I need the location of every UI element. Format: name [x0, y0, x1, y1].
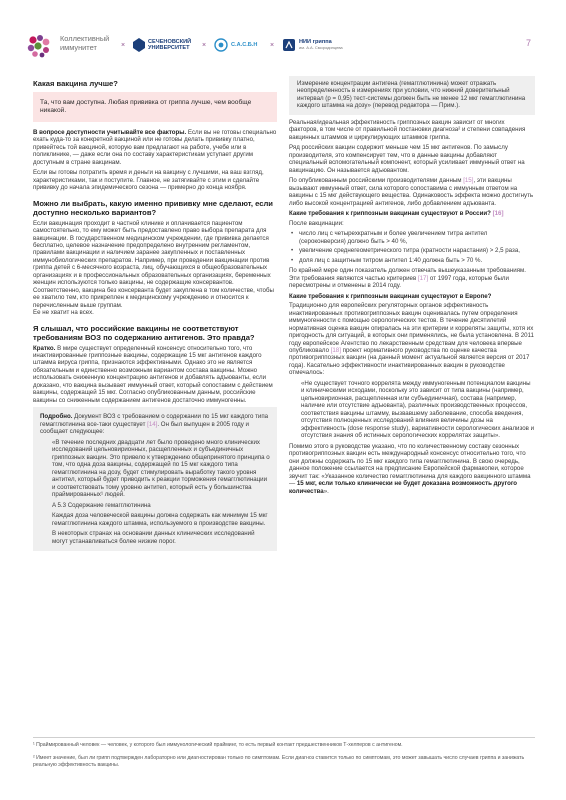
paragraph: По крайней мере один показатель должен отвечать вышеуказанным требованиям. Эти требования являются частью критериев [17] от 1997 года, которые были пересмотрены и отменены в 2014 году.	[289, 267, 526, 290]
quote-continuation-box	[289, 76, 535, 115]
paragraph: Если вакцинация проходит в частной клинике и оплачивается пациентом самостоятельно, то ему может быть предоставлено право выбора препарата для вакцинации. В государственном медицинском учреждении, где прививка делается бесплатно, целевое назначение предопределено внутренним регламентом, правилами вакцинации и наличием заранее закупленных и поставленных иммунобиологических препаратов. Например, при проведении вакцинации против гриппа детей с 6-месячного возраста, лиц, обучающихся в общеобразовательных организациях и в профессиональных образовательных организациях, беременных женщин используются только вакцины, не содержащие консервантов. Соответственно, вакцина без консерванта будет закуплена в том количестве, чтобы ее хватило тем, кто прикреплен к медицинскому учреждению и относится к перечисленным выше группам.	[33, 219, 274, 309]
reference-link[interactable]: [14]	[147, 420, 158, 428]
quote-paragraph: «Не существует точного коррелята между иммуногенным потенциалом вакцины и клиническими исходами, поскольку это зависит от типа вакцины (например, цельновирионная, расщепленная или субъединичная), состава (например, наличие или отсутствие адъюванта), различных производственных процессов, соответствия вакцины штамму, вызвавшему заболевание, способа введения, отсутствия полноценных исследований влияния величины дозы на эффективность (dose response study), вариативности серологических анализов и отсутствия знания об истинных серологических коррелятах защиты».	[301, 379, 535, 440]
footnotes	[33, 737, 535, 775]
paragraph: Ее не хватит на всех.	[33, 309, 94, 317]
university-emblem-icon	[133, 38, 145, 52]
list-item: • доля лиц с защитным титром антител 1:40 должна быть > 70 %.	[289, 257, 535, 264]
paragraph: Если вы готовы потратить время и деньги на вакцину с лучшими, на ваш взгляд, характеристиками, так и поступите. Главное, не затягивайте с этим и сделайте прививку до начала эпидемического сезона — примерно до конца ноября.	[33, 169, 264, 192]
reference-link[interactable]: [15]	[463, 177, 474, 185]
paragraph: Подробно. Документ ВОЗ с требованием о содержании по 15 мкг каждого типа гемагглютинина все-таки существует [14]. Он был выпущен в 2005 году и сообщает следующее:	[40, 413, 269, 436]
requirements-list	[289, 230, 535, 264]
subsection-heading: Какие требования к гриппозным вакцинам существуют в России? [16]	[289, 210, 504, 218]
page-header	[0, 0, 566, 62]
list-item: • число лиц с четырехкратным и более увеличением титра антител (сероконверсия) должно быть > 40 %,	[289, 230, 535, 245]
section-heading: Какая вакцина лучше?	[33, 79, 118, 88]
quote-paragraph: В некоторых странах на основании данных клинических исследований могут устанавливаться более низкие порог.	[52, 530, 255, 545]
partner-emblem-icon	[214, 38, 228, 52]
quote-paragraph: Измерение концентрации антигена (гемагглютинина) может отражать неопределенность в измерениях при условии, что нижний доверительный интервал (р = 0,95) тест-системы должен быть не менее 12 мкг гемагглютинина каждого штамма на дозу» (перевод редактора — Прим.).	[297, 80, 526, 110]
left-column	[33, 79, 277, 555]
footnote: ² Имеет значение, был ли грипп подтвержден лабораторно или диагностирован только по симптомам. Если диагноз ставится только по симптомам, это может завышать число случаев гриппа и занижать реальную эффективность вакцины.	[33, 755, 525, 768]
separator-mark: ×	[121, 42, 126, 49]
list-item: • увеличение среднегеометрического титра (кратности нарастания) > 2,5 раза,	[289, 247, 535, 254]
reference-link[interactable]: [16]	[492, 210, 504, 218]
reference-link[interactable]: [17]	[417, 274, 429, 282]
subsection-heading: Какие требования к гриппозным вакцинам существуют в Европе?	[289, 292, 492, 300]
page-number: 7	[526, 38, 532, 48]
brand-name: Коллективный иммунитет	[60, 34, 110, 52]
paragraph: Ряд российских вакцин содержит меньше чем 15 мкг антигенов. По замыслу производителя, это компенсирует тем, что в данные вакцины добавляют специальный вспомогательный компонент, который усиливает иммунный ответ на вакцинацию. Он называется адъювантом.	[289, 144, 525, 174]
paragraph: В вопросе доступности учитывайте все факторы. Если вы не готовы специально ехать куда-то за конкретной вакциной или не готовы делать прививку платно, привейтесь той вакциной, которую вам предлагают на работе, учебе или в поликлинике, — даже если она по составу характеристикам уступает другим доступным в стране вакцинам.	[33, 128, 277, 166]
section-heading: Можно ли выбрать, какую именно прививку мне сделают, если доступно несколько вариантов?	[33, 198, 273, 217]
collective-immunity-logo-icon	[25, 34, 55, 58]
footnote: ¹ Праймированный человек — человек, у которого был иммунологический прайминг, то есть первый контакт предшественников Т-хелперов с антигеном.	[33, 742, 403, 748]
paragraph: Реальная/идеальная эффективность гриппозных вакцин зависит от многих факторов, в том числе от правильной постановки диагноза² и степени совпадения вакцинных штаммов и циркулирующих штаммов гриппа.	[289, 118, 526, 141]
right-column	[289, 76, 535, 498]
separator-mark: ×	[270, 42, 275, 49]
paragraph: По опубликованным российскими производителями данным [15], эти вакцины вызывают иммунный ответ, сила которого сопоставима с иммунным ответом на вакцины с 15 мкг действующего вещества. Одинаковость эффекта можно достигнуть либо высокой концентрацией антигенов, либо добавлением адъюванта.	[289, 177, 534, 207]
paragraph: Традиционно для европейских регуляторных органов эффективность инактивированных противогриппозных вакцин оценивалась путем определения иммуногенности с помощью серологических тестов. В течение десятилетий нормативная оценка вакцин опиралась на эти критерии и корреляты защиты, хотя их пригодность для ситуаций, в которых они применялись, не была установлена. В 2011 году европейское Агентство по лекарственным средствам для человека впервые опубликовало [18] проект нормативного руководства по оценке качества противогриппозных вакцин (на данный момент актуальной является версия от 2017 года). Касательно эффективности инактивированных вакцин в руководстве отмечалось:	[289, 302, 534, 377]
answer-highlight-box: Та, что вам доступна. Любая прививка от гриппа лучше, чем вообще никакой.	[33, 92, 277, 122]
paragraph: Помимо этого в руководстве указано, что по количественному составу сезонных противогриппозных вакцин есть международный консенсус относительно того, что они должны содержать по 15 мкг каждого типа гемагглютинина. В свою очередь, данное положение ссылается на предписание Европейской фармакопеи, которое звучит так: «Указанное количество гемагглютинина для каждого вакцинного штамма — 15 мкг, если только клинически не будет доказана возможность другого количества».	[289, 442, 531, 495]
paragraph: Кратко. В мире существует определенный консенсус относительно того, что инактивированные гриппозные вакцины, содержащие 15 мкг антигенов каждого штамма вируса гриппа, признаются эффективными. Однако это не является обязательным и единственно возможным вариантом состава вакцины. Можно использовать сниженную концентрацию антигенов и добавлять адъюванты, если доказано, что вакцина вызывает иммунный ответ, который сопоставим с действием вакцины, содержащей 15 мкг. Согласно опубликованным данным, российские вакцины со сниженным содержанием антигенов достаточно иммуногенны.	[33, 344, 273, 404]
detail-box	[33, 407, 277, 551]
separator-mark: ×	[202, 42, 207, 49]
partner-sasbn-logo: С.А.С.Б.Н	[214, 32, 257, 58]
influenza-institute-logo: НИИ гриппа им. А.А. Смородинцева	[282, 32, 343, 58]
institute-emblem-icon	[282, 38, 296, 52]
section-heading: Я слышал, что российские вакцины не соответствуют требованиям ВОЗ по содержанию антигенов. Это правда?	[33, 323, 255, 342]
quote-paragraph: «В течение последних двадцати лет было проведено много клинических исследований цельновирионных, расщепленных и субъединичных гриппозных вакцин. Это привело к утверждению общепринятого принципа о том, что одна доза вакцины, содержащей по 15 мкг каждого типа гемагглютинина на дозу, будет стимулировать выработку такого уровня антител, который будет приводить к реакции торможения гемагглютинации и соответствовать тому уровню антител, который есть у большинства праймированных¹ людей.	[52, 438, 270, 499]
paragraph: После вакцинации:	[289, 219, 344, 227]
quote-heading: A 5.3 Содержание гемагглютинина	[52, 501, 151, 509]
sechenov-university-logo: СЕЧЕНОВСКИЙ УНИВЕРСИТЕТ	[133, 32, 191, 58]
reference-link[interactable]: [18]	[330, 346, 341, 354]
quote-paragraph: Каждая доза человеческой вакцины должна содержать как минимум 15 мкг гемагглютинина каждого штамма, используемого в производстве вакцины.	[52, 512, 268, 527]
